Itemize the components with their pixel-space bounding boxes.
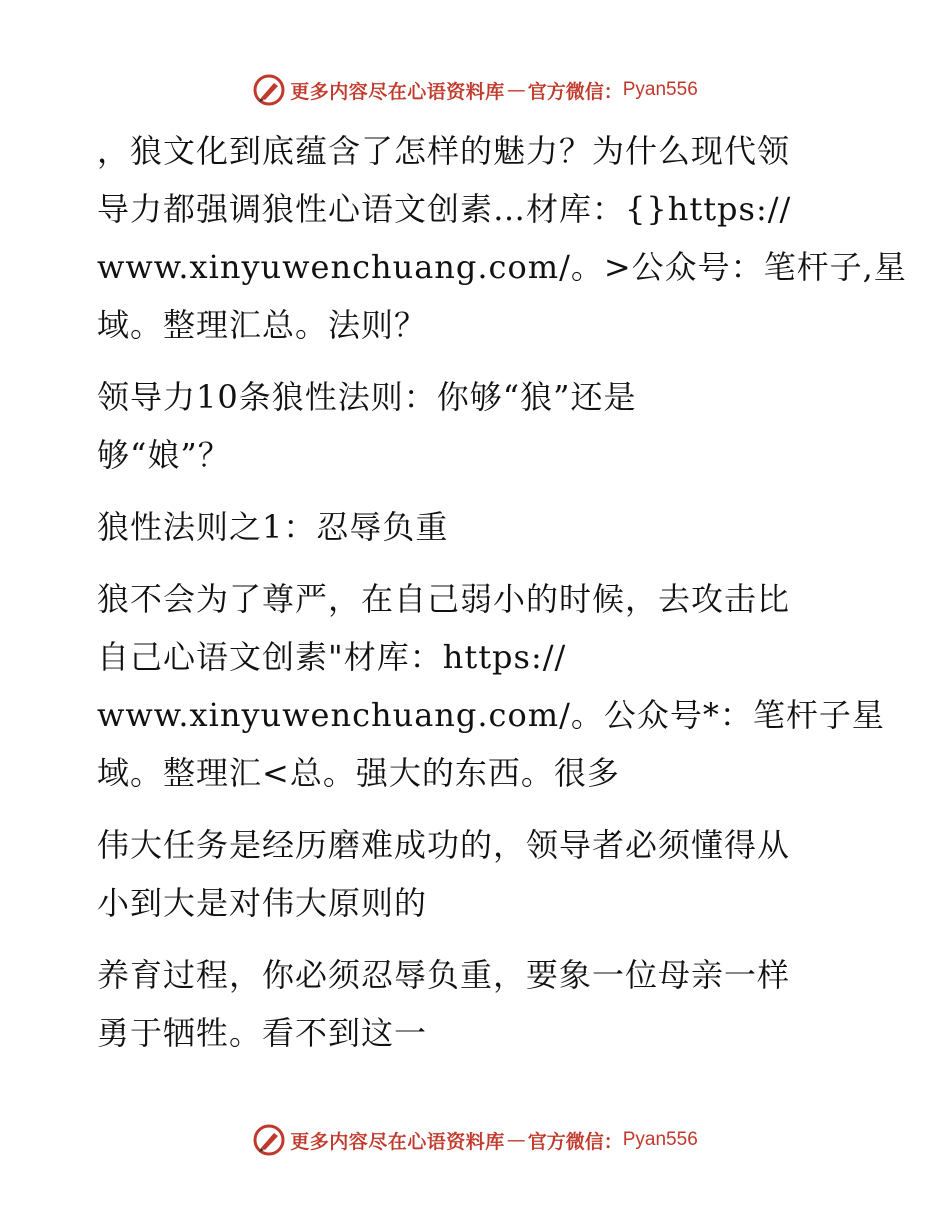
- banner-text: 更多内容尽在心语资料库: [290, 80, 505, 103]
- paragraph-1: [97, 122, 907, 354]
- paragraph-5: [97, 816, 837, 932]
- paragraph-4: [97, 570, 885, 802]
- text-line: ，狼文化到底蕴含了怎样的魅力？为什么现代领: [97, 132, 791, 170]
- pen-logo-icon: [252, 73, 286, 107]
- banner-text: 更多内容尽在心语资料库: [290, 1130, 505, 1153]
- text-line: 域。整理汇<总。强大的东西。很多: [97, 754, 620, 792]
- text-line: 导力都强调狼性心语文创素…材库：{}https://: [97, 190, 792, 228]
- text-line: 狼性法则之1：忍辱负重: [97, 508, 449, 546]
- banner-wechat-label: 官方微信：: [527, 80, 623, 103]
- paragraph-3-rule-heading: [97, 498, 837, 556]
- text-line: 自己心语文创素"材库：https://: [97, 638, 567, 676]
- text-line: 狼不会为了尊严，在自己弱小的时候，去攻击比: [97, 580, 791, 618]
- text-line: 小到大是对伟大原则的: [97, 884, 428, 922]
- banner-dash: —: [506, 1129, 526, 1151]
- banner-wechat-label: 官方微信：: [527, 1130, 623, 1153]
- footer-banner: [0, 1120, 950, 1160]
- text-line: www.xinyuwenchuang.com/。>公众号：笔杆子,星: [97, 248, 907, 286]
- text-line: 领导力10条狼性法则：你够“狼”还是: [97, 378, 637, 416]
- paragraph-2-title: [97, 368, 837, 484]
- text-line: 伟大任务是经历磨难成功的，领导者必须懂得从: [97, 826, 791, 864]
- text-line: 域。整理汇总。法则？: [97, 306, 428, 344]
- banner-wechat-handle: Pyan556: [622, 79, 698, 100]
- text-line: www.xinyuwenchuang.com/。公众号*：笔杆子星: [97, 696, 885, 734]
- banner-wechat-handle: Pyan556: [622, 1129, 698, 1150]
- pen-logo-icon: [252, 1123, 286, 1157]
- text-line: 勇于牺牲。看不到这一: [97, 1014, 428, 1052]
- document-body: [97, 122, 907, 1076]
- header-banner: [0, 70, 950, 110]
- text-line: 够“娘”？: [97, 436, 231, 474]
- banner-dash: —: [506, 79, 526, 101]
- text-line: 养育过程，你必须忍辱负重，要象一位母亲一样: [97, 956, 791, 994]
- paragraph-6: [97, 946, 837, 1062]
